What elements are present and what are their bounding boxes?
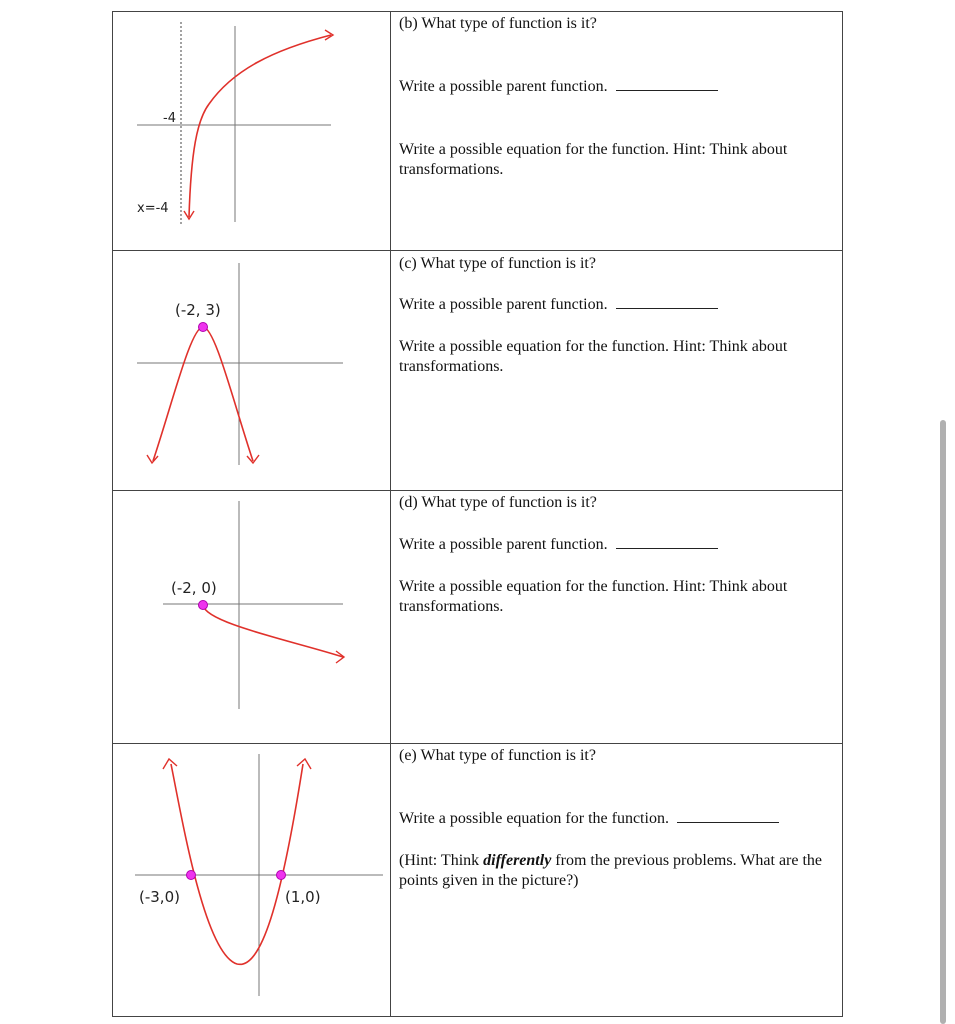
row-d [112, 490, 843, 743]
graph-e-quadratic [113, 744, 390, 1016]
root-label-right: (1,0) [285, 888, 321, 906]
question-d: (d) What type of function is it? [399, 494, 597, 511]
hint-e [399, 851, 831, 891]
text-cell-d [391, 491, 842, 743]
parabola-curve [153, 327, 253, 461]
vertical-scrollbar[interactable] [940, 420, 946, 1024]
graph-b-log [113, 12, 390, 250]
root-point-left [187, 871, 196, 880]
arrow-right-up [297, 759, 311, 769]
parent-prompt-text: Write a possible parent function. [399, 78, 608, 95]
question-e: (e) What type of function is it? [399, 747, 596, 764]
graph-cell-b [113, 12, 391, 250]
parent-prompt-text: Write a possible parent function. [399, 536, 608, 553]
answer-blank-equation-e[interactable] [677, 809, 779, 823]
row-e [112, 743, 843, 1017]
row-c [112, 250, 843, 490]
vertex-point [199, 323, 208, 332]
graph-c-parabola [113, 251, 390, 490]
question-b: (b) What type of function is it? [399, 15, 597, 32]
text-cell-b [391, 12, 842, 250]
graph-cell-c [113, 251, 391, 490]
answer-blank-parent-d[interactable] [616, 535, 718, 549]
row-b [112, 11, 843, 250]
hint-suffix: from the previous problems. What are the points given in the picture?) [399, 852, 823, 889]
arrow-left-up [163, 759, 177, 769]
quadratic-curve [171, 764, 303, 964]
equation-prompt-text: Write a possible equation for the function. [399, 810, 669, 827]
graph-d-sqrt [113, 491, 390, 743]
asymptote-label: x=-4 [137, 201, 169, 216]
start-point-label: (-2, 0) [171, 579, 217, 597]
equation-prompt-b: Write a possible equation for the function. Hint: Think about transformations. [399, 141, 788, 178]
graph-cell-d [113, 491, 391, 743]
worksheet-table [112, 11, 843, 1017]
text-cell-c [391, 251, 842, 490]
hint-emphasis: differently [483, 852, 552, 869]
arrow-left-down [147, 455, 158, 463]
parent-prompt-b [399, 77, 819, 97]
parent-prompt-text: Write a possible parent function. [399, 296, 608, 313]
equation-prompt-c: Write a possible equation for the function. Hint: Think about transformations. [399, 338, 788, 375]
root-label-left: (-3,0) [139, 888, 180, 906]
hint-prefix: (Hint: Think [399, 852, 484, 869]
vertex-label: (-2, 3) [175, 301, 221, 319]
tick-label: -4 [163, 111, 176, 126]
parent-prompt-c [399, 295, 819, 315]
sqrt-curve [203, 605, 343, 657]
equation-prompt-d: Write a possible equation for the function. Hint: Think about transformations. [399, 578, 788, 615]
parent-prompt-d [399, 535, 819, 555]
question-c: (c) What type of function is it? [399, 255, 596, 272]
root-point-right [277, 871, 286, 880]
graph-cell-e [113, 744, 391, 1016]
log-curve [189, 35, 331, 217]
answer-blank-parent-b[interactable] [616, 77, 718, 91]
start-point [199, 601, 208, 610]
text-cell-e [391, 744, 842, 1016]
equation-prompt-e [399, 809, 819, 829]
answer-blank-parent-c[interactable] [616, 295, 718, 309]
